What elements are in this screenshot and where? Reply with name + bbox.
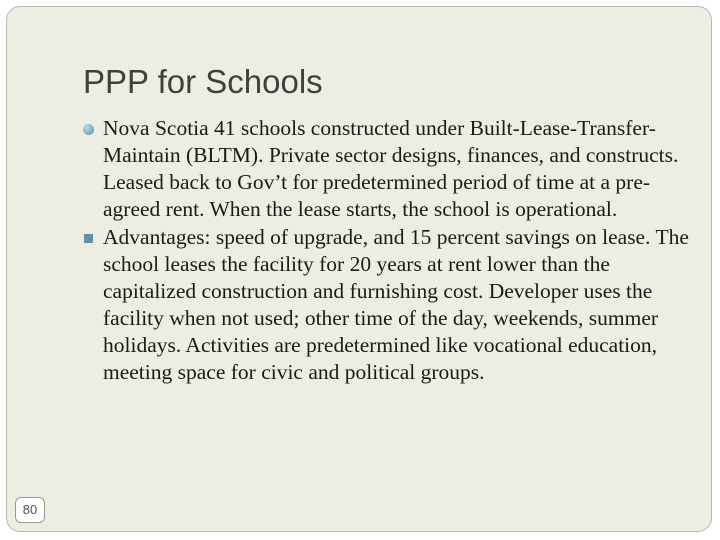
bullet-text: Nova Scotia 41 schools constructed under Built-Lease-Transfer-Maintain (BLTM). Private sector designs, finances, and constructs. Leased back to Gov’t for predetermined period of time at a pre-agreed rent. When the lease starts, the school is operational. — [103, 116, 679, 221]
bullet-item-advantages — [83, 224, 693, 386]
bullet-text: Advantages: speed of upgrade, and 15 percent savings on lease. The school leases the facility for 20 years at rent lower than the capitalized construction and furnishing cost. Developer uses the facility when not used; other time of the day, weekends, summer holidays. Activities are predetermined like vocational education, meeting space for civic and political groups. — [103, 225, 689, 384]
bullet-list — [83, 115, 693, 387]
circle-bullet-icon — [83, 124, 94, 135]
square-bullet-icon — [84, 234, 93, 243]
page-number: 80 — [15, 497, 45, 523]
slide-title: PPP for Schools — [83, 63, 323, 100]
bullet-item-nova-scotia — [83, 115, 693, 223]
